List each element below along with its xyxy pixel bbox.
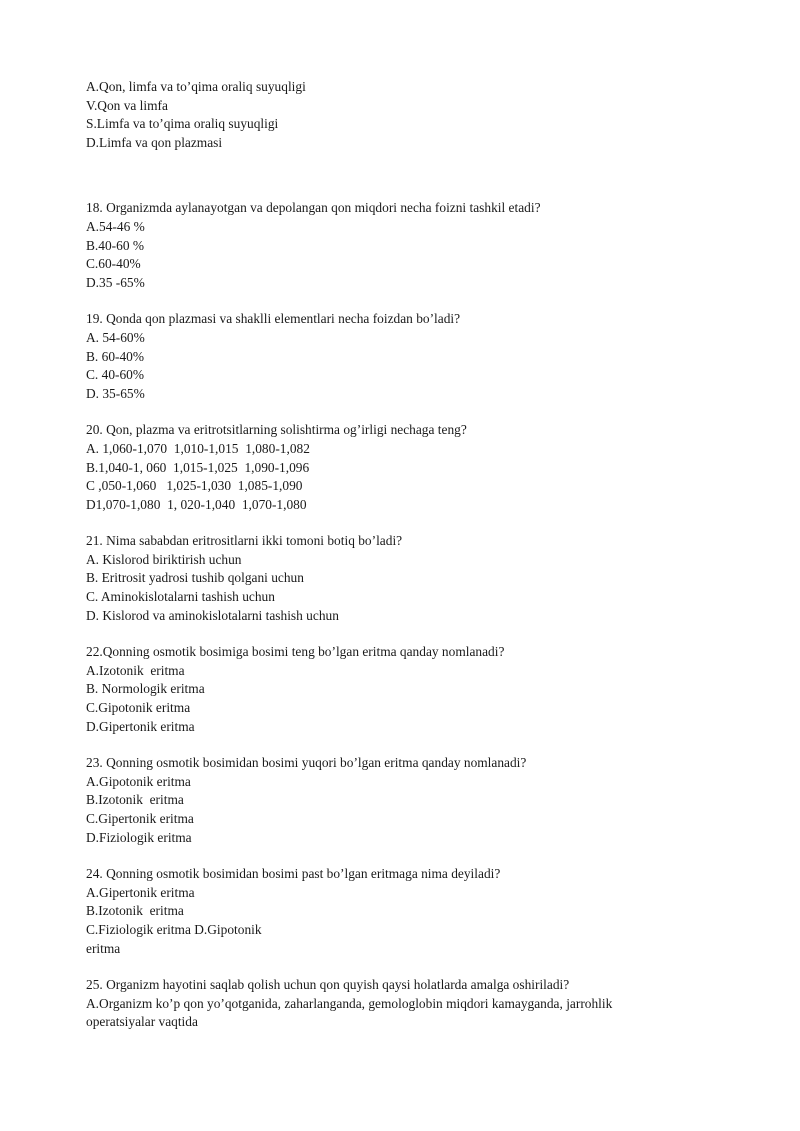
option: D. Kislorod va aminokislotalarni tashish uchun [86,607,339,623]
option: S.Limfa va to’qima oraliq suyuqligi [86,116,279,132]
intro-options [86,78,726,152]
question-text: 24. Qonning osmotik bosimidan bosimi past bo’lgan eritmaga nima deyiladi? [86,866,501,882]
document-page [86,78,726,1032]
option: A.Organizm ko’p qon yo’qotganida, zaharlanganda, gemologlobin miqdori kamayganda, jarrohlik [86,995,613,1011]
option: B.40-60 % [86,237,145,253]
question-25 [86,976,726,1032]
option: B.Izotonik eritma [86,792,184,808]
question-text: 19. Qonda qon plazmasi va shaklli elementlari necha foizdan bo’ladi? [86,311,461,327]
option: V.Qon va limfa [86,97,168,113]
option: A.Qon, limfa va to’qima oraliq suyuqligi [86,79,306,94]
option: A.54-46 % [86,218,145,234]
question-text: 18. Organizmda aylanayotgan va depolangan qon miqdori necha foizni tashkil etadi? [86,200,541,216]
option: C. 40-60% [86,367,145,383]
option: B. Eritrosit yadrosi tushib qolgani uchun [86,570,304,586]
question-24 [86,865,726,958]
option: D.Gipertonik eritma [86,718,195,734]
option: A. 54-60% [86,329,145,345]
option: D. 35-65% [86,385,145,401]
option: B.Izotonik eritma [86,903,184,919]
option: C.Gipertonik eritma [86,811,194,826]
option: C.Gipotonik eritma [86,700,191,716]
option: A. Kislorod biriktirish uchun [86,551,242,567]
option: C. Aminokislotalarni tashish uchun [86,589,275,605]
option: A.Gipertonik eritma [86,884,195,900]
option: B. Normologik eritma [86,681,205,697]
option: C.60-40% [86,256,141,272]
option: D.35 -65% [86,274,145,290]
option: D1,070-1,080 1, 020-1,040 1,070-1,080 [86,496,307,512]
question-18 [86,199,726,292]
question-19 [86,310,726,403]
question-text: 22.Qonning osmotik bosimiga bosimi teng bo’lgan eritma qanday nomlanadi? [86,644,505,660]
option: A. 1,060-1,070 1,010-1,015 1,080-1,082 [86,440,310,456]
option: A.Gipotonik eritma [86,773,191,789]
question-20 [86,421,726,514]
question-23 [86,754,726,847]
question-text: 20. Qon, plazma va eritrotsitlarning solishtirma og’irligi nechaga teng? [86,422,467,438]
option: B. 60-40% [86,348,145,364]
question-21 [86,532,726,625]
option: A.Izotonik eritma [86,662,185,678]
option: operatsiyalar vaqtida [86,1014,198,1030]
option: eritma [86,940,121,956]
question-text: 23. Qonning osmotik bosimidan bosimi yuqori bo’lgan eritma qanday nomlanadi? [86,755,527,771]
option: D.Fiziologik eritma [86,829,192,845]
option: C.Fiziologik eritma D.Gipotonik [86,921,262,937]
option: C ,050-1,060 1,025-1,030 1,085-1,090 [86,478,303,494]
option: B.1,040-1, 060 1,015-1,025 1,090-1,096 [86,459,310,475]
question-text: 21. Nima sababdan eritrositlarni ikki tomoni botiq bo’ladi? [86,533,403,549]
question-22 [86,643,726,736]
question-text: 25. Organizm hayotini saqlab qolish uchun qon quyish qaysi holatlarda amalga oshiriladi? [86,977,570,993]
option: D.Limfa va qon plazmasi [86,134,223,150]
